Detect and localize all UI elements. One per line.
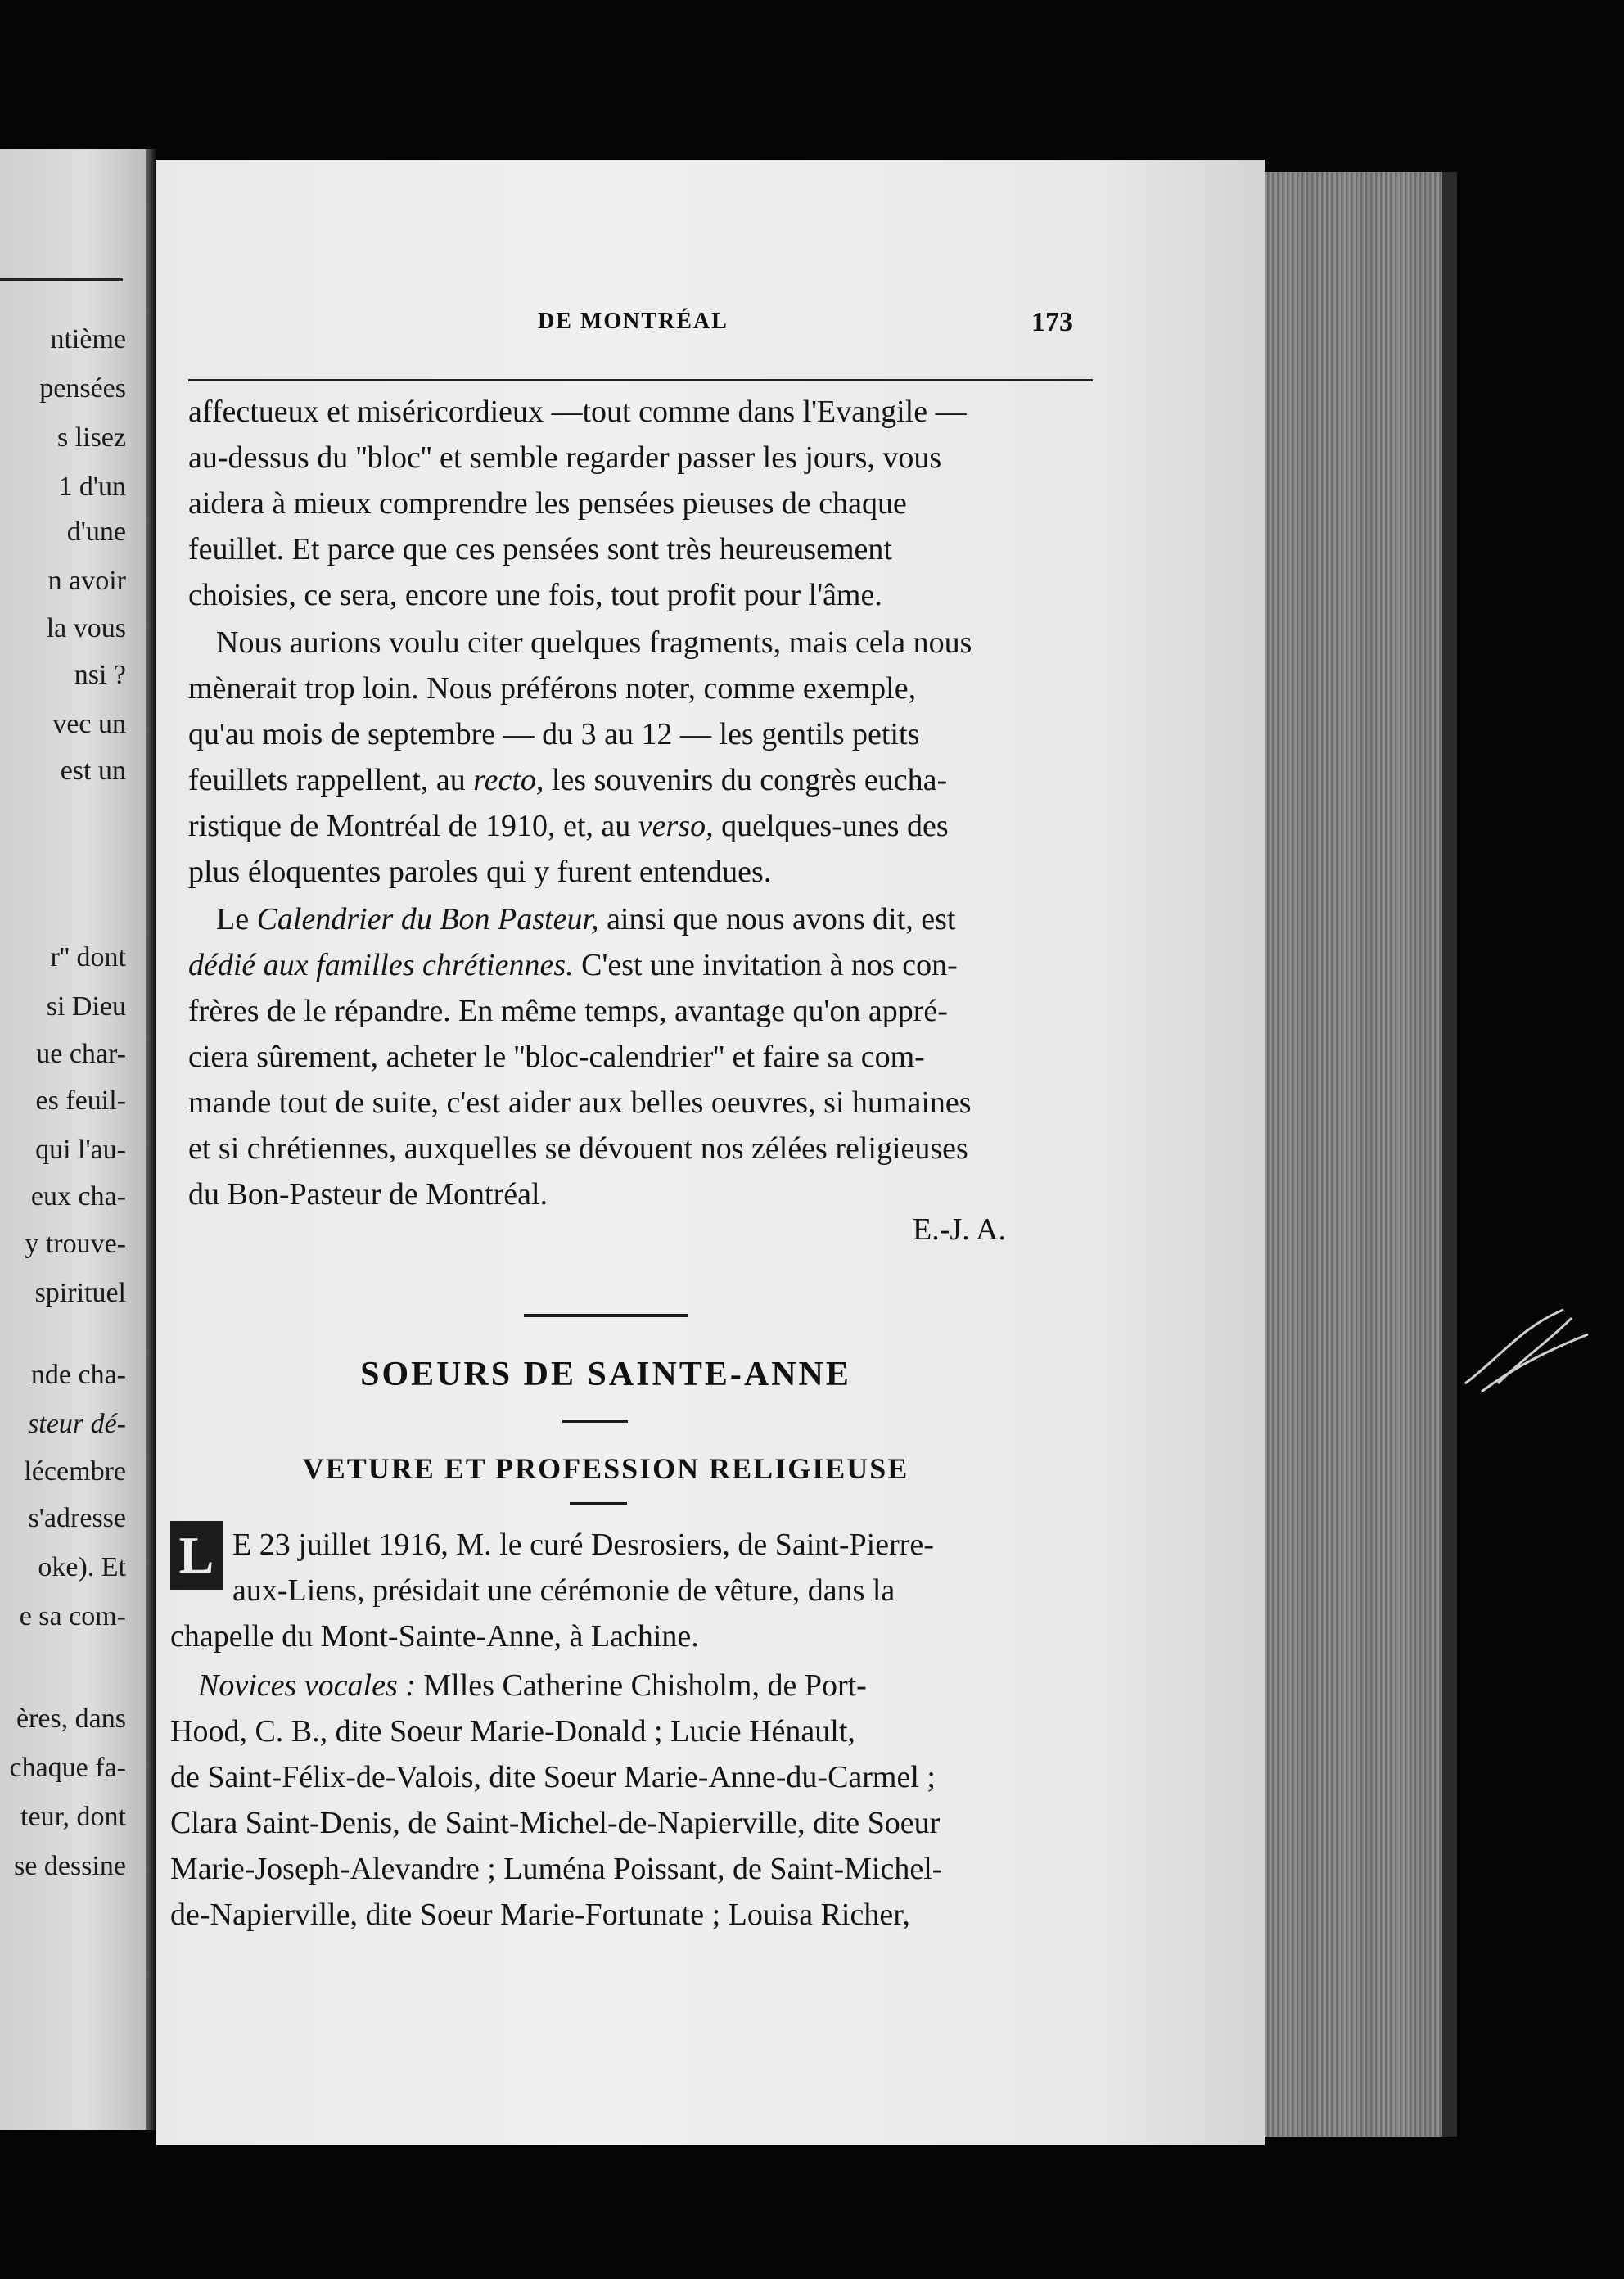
body-line xyxy=(188,945,1072,985)
text-run: les souvenirs du congrès eucha- xyxy=(544,763,948,797)
left-page-line: oke). Et xyxy=(38,1552,126,1582)
body-line: plus éloquentes paroles qui y furent entendues. xyxy=(188,855,772,889)
left-page-line: vec un xyxy=(52,709,126,739)
left-page-line: teur, dont xyxy=(20,1802,126,1832)
body-line xyxy=(188,806,1072,846)
body-line: affectueux et miséricordieux —tout comme dans l'Evangile — xyxy=(188,395,967,429)
subtitle-rule xyxy=(570,1502,627,1505)
body-line: aux-Liens, présidait une cérémonie de vêture, dans la xyxy=(232,1573,895,1608)
body-line xyxy=(188,760,1072,800)
body-line: qu'au mois de septembre — du 3 au 12 — les gentils petits xyxy=(188,717,920,751)
running-head: DE MONTRÉAL xyxy=(538,309,729,334)
text-run: quelques-unes des xyxy=(713,809,949,843)
italic-run: Novices vocales : xyxy=(198,1668,416,1703)
italic-run: Calendrier du Bon Pasteur, xyxy=(256,902,599,936)
left-page-line: pensées xyxy=(39,373,126,404)
left-page-line: ue char- xyxy=(36,1039,126,1069)
scan-debris-mark xyxy=(1449,1261,1613,1424)
left-page-line: lécembre xyxy=(24,1456,126,1487)
body-line: et si chrétiennes, auxquelles se dévouent nos zélées religieuses xyxy=(188,1131,968,1166)
body-line: chapelle du Mont-Sainte-Anne, à Lachine. xyxy=(170,1619,699,1654)
left-page-line: chaque fa- xyxy=(9,1753,126,1783)
left-page-rule xyxy=(0,278,123,281)
italic-run: verso, xyxy=(638,809,714,843)
left-page-line: 1 d'un xyxy=(58,472,126,502)
drop-cap: L xyxy=(170,1521,223,1590)
body-line: du Bon-Pasteur de Montréal. xyxy=(188,1177,548,1212)
book-page xyxy=(156,160,1265,2145)
text-run: C'est une invitation à nos con- xyxy=(573,948,958,982)
left-page-line: ères, dans xyxy=(16,1704,126,1734)
left-page-line: se dessine xyxy=(14,1851,126,1881)
body-line: choisies, ce sera, encore une fois, tout profit pour l'âme. xyxy=(188,578,882,612)
title-rule xyxy=(562,1420,628,1423)
body-line xyxy=(188,900,1072,939)
italic-run: dédié aux familles chrétiennes. xyxy=(188,948,574,982)
left-page-line: eux cha- xyxy=(30,1181,126,1212)
left-page-fragment xyxy=(0,149,146,2130)
left-page-line: spirituel xyxy=(34,1278,126,1308)
header-rule xyxy=(188,379,1093,381)
left-page-line: ntième xyxy=(50,324,126,354)
body-line: E 23 juillet 1916, M. le curé Desrosiers, de Saint-Pierre- xyxy=(232,1528,934,1562)
body-line: Marie-Joseph-Alevandre ; Luména Poissant, de Saint-Michel- xyxy=(170,1852,943,1886)
body-line: aidera à mieux comprendre les pensées pieuses de chaque xyxy=(188,486,907,521)
body-line: frères de le répandre. En même temps, avantage qu'on appré- xyxy=(188,994,948,1028)
left-page-line: e sa com- xyxy=(19,1601,126,1631)
left-page-line: r'' dont xyxy=(50,942,126,973)
left-page-line: si Dieu xyxy=(46,991,126,1022)
page-number: 173 xyxy=(1031,307,1073,337)
section-divider xyxy=(524,1314,688,1317)
body-line: mènerait trop loin. Nous préférons noter, comme exemple, xyxy=(188,671,917,706)
body-line: de Saint-Félix-de-Valois, dite Soeur Marie-Anne-du-Carmel ; xyxy=(170,1760,936,1794)
text-run: feuillets rappellent, au xyxy=(188,763,474,797)
left-page-line: n avoir xyxy=(47,566,126,596)
body-line: feuillet. Et parce que ces pensées sont très heureusement xyxy=(188,532,892,566)
left-page-line: nsi ? xyxy=(74,660,126,690)
left-page-line: nde cha- xyxy=(30,1360,126,1390)
body-line: de-Napierville, dite Soeur Marie-Fortunate ; Louisa Richer, xyxy=(170,1898,910,1932)
left-page-line: es feuil- xyxy=(35,1085,126,1116)
left-page-line: d'une xyxy=(66,517,126,547)
section-subtitle: VETURE ET PROFESSION RELIGIEUSE xyxy=(302,1452,909,1485)
left-page-line: s lisez xyxy=(56,422,126,453)
body-line xyxy=(198,1666,1082,1705)
body-line: mande tout de suite, c'est aider aux belles oeuvres, si humaines xyxy=(188,1085,972,1120)
body-line: ciera sûrement, acheter le ''bloc-calendrier'' et faire sa com- xyxy=(188,1040,925,1074)
body-line: Clara Saint-Denis, de Saint-Michel-de-Napierville, dite Soeur xyxy=(170,1806,941,1840)
body-line: Nous aurions voulu citer quelques fragments, mais cela nous xyxy=(216,625,972,660)
book-gutter xyxy=(146,149,156,2130)
body-line: au-dessus du ''bloc'' et semble regarder passer les jours, vous xyxy=(188,440,942,475)
left-page-line: y trouve- xyxy=(25,1229,126,1259)
text-run: ainsi que nous avons dit, est xyxy=(598,902,956,936)
left-page-line: steur dé- xyxy=(28,1409,126,1439)
italic-run: recto, xyxy=(473,763,544,797)
left-page-line: qui l'au- xyxy=(35,1135,126,1165)
text-run: Mlles Catherine Chisholm, de Port- xyxy=(415,1668,867,1703)
section-title: SOEURS DE SAINTE-ANNE xyxy=(360,1356,851,1393)
left-page-line: s'adresse xyxy=(28,1503,126,1533)
body-line: Hood, C. B., dite Soeur Marie-Donald ; Lucie Hénault, xyxy=(170,1714,855,1749)
text-run: ristique de Montréal de 1910, et, au xyxy=(188,809,638,843)
text-run: Le xyxy=(216,902,257,936)
book-page-edges xyxy=(1265,172,1457,2137)
signature: E.-J. A. xyxy=(913,1212,1006,1247)
left-page-line: la vous xyxy=(46,613,126,643)
left-page-line: est un xyxy=(60,756,126,786)
